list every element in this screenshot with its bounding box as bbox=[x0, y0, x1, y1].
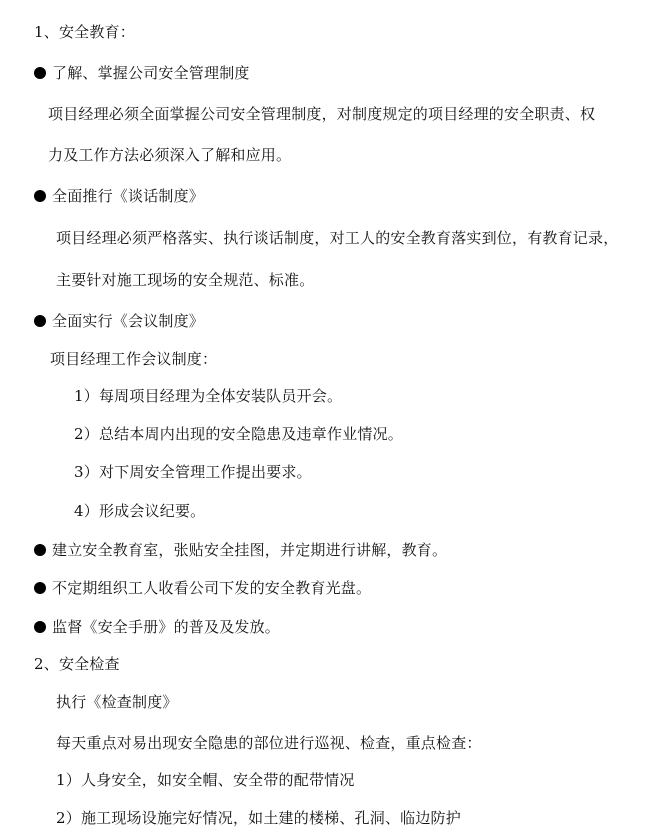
paragraph-line bbox=[56, 692, 178, 712]
line-text: 不定期组织工人收看公司下发的安全教育光盘。 bbox=[52, 579, 372, 597]
paragraph-line bbox=[50, 349, 217, 369]
line-text: 力及工作方法必须深入了解和应用。 bbox=[48, 146, 292, 164]
paragraph-line bbox=[56, 270, 314, 290]
line-text: 了解、掌握公司安全管理制度 bbox=[52, 64, 250, 82]
line-text: 建立安全教育室，张贴安全挂图，并定期进行讲解，教育。 bbox=[52, 541, 448, 559]
bullet-item bbox=[34, 63, 250, 83]
line-text: 全面实行《会议制度》 bbox=[52, 312, 205, 330]
line-text: 监督《安全手册》的普及及发放。 bbox=[52, 618, 281, 636]
line-text: 全面推行《谈话制度》 bbox=[52, 187, 205, 205]
paragraph-line bbox=[56, 733, 482, 753]
bullet-item bbox=[34, 540, 447, 560]
numbered-item bbox=[74, 386, 342, 406]
line-text: 每天重点对易出现安全隐患的部位进行巡视、检查，重点检查： bbox=[56, 734, 482, 752]
bullet-icon bbox=[34, 315, 46, 327]
paragraph-line bbox=[56, 228, 618, 248]
paragraph-line bbox=[48, 145, 291, 165]
numbered-item bbox=[56, 770, 355, 790]
numbered-item bbox=[74, 462, 312, 482]
line-text: 执行《检查制度》 bbox=[56, 693, 178, 711]
bullet-icon bbox=[34, 67, 46, 79]
line-text: 1、安全教育： bbox=[34, 23, 135, 41]
bullet-icon bbox=[34, 621, 46, 633]
line-text: 项目经理工作会议制度： bbox=[50, 350, 218, 368]
line-text: 项目经理必须严格落实、执行谈话制度，对工人的安全教育落实到位，有教育记录， bbox=[56, 229, 619, 247]
bullet-item bbox=[34, 578, 371, 598]
bullet-item bbox=[34, 617, 280, 637]
bullet-icon bbox=[34, 190, 46, 202]
line-text: 1）每周项目经理为全体安装队员开会。 bbox=[74, 387, 343, 405]
section-heading bbox=[34, 22, 135, 42]
line-text: 2、安全检查 bbox=[34, 655, 120, 673]
line-text: 4）形成会议纪要。 bbox=[74, 502, 206, 520]
line-text: 2）施工现场设施完好情况，如土建的楼梯、孔洞、临边防护 bbox=[56, 809, 461, 827]
line-text: 项目经理必须全面掌握公司安全管理制度，对制度规定的项目经理的安全职责、权 bbox=[48, 105, 596, 123]
bullet-icon bbox=[34, 582, 46, 594]
bullet-item bbox=[34, 186, 204, 206]
line-text: 1）人身安全，如安全帽、安全带的配带情况 bbox=[56, 771, 355, 789]
line-text: 3）对下周安全管理工作提出要求。 bbox=[74, 463, 312, 481]
numbered-item bbox=[74, 501, 205, 521]
section-heading bbox=[34, 654, 120, 674]
numbered-item bbox=[56, 808, 461, 828]
bullet-icon bbox=[34, 544, 46, 556]
numbered-item bbox=[74, 424, 403, 444]
paragraph-line bbox=[48, 104, 595, 124]
bullet-item bbox=[34, 311, 204, 331]
line-text: 主要针对施工现场的安全规范、标准。 bbox=[56, 271, 315, 289]
line-text: 2）总结本周内出现的安全隐患及违章作业情况。 bbox=[74, 425, 403, 443]
